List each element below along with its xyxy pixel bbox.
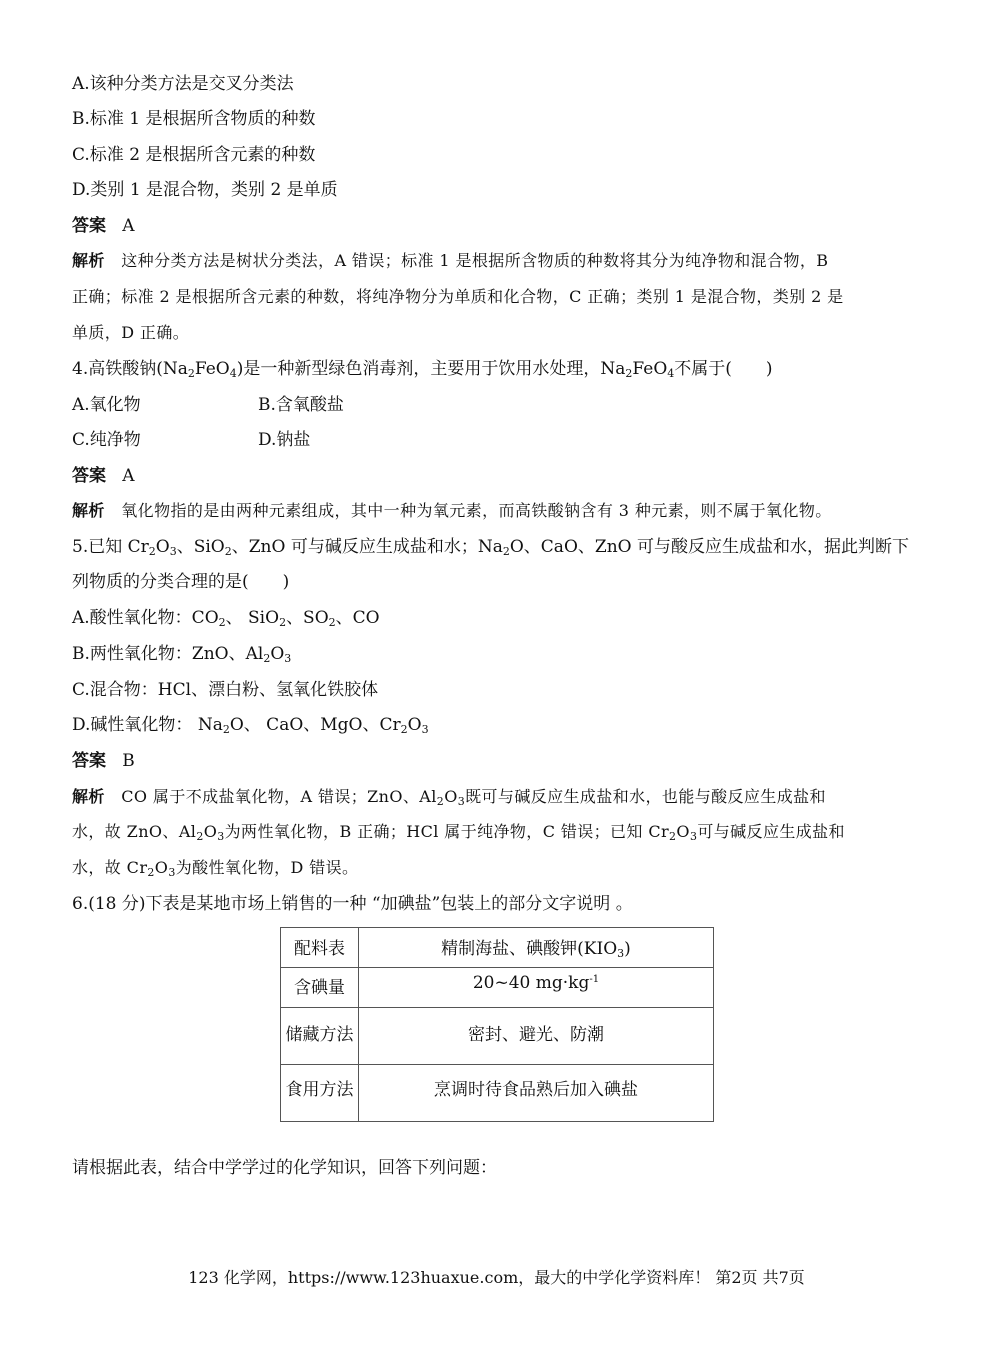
answer-value: A xyxy=(122,216,135,236)
q5-explanation-line-3: 水，故 $Cr_2O_3$为酸性氧化物，D 错误。 xyxy=(72,858,359,879)
q5-explanation-line-2: 水，故 ZnO、$Al_2O_3$为两性氧化物，B 正确；HCl 属于纯净物，C 错误；已知 $Cr_2O_3$可与碱反应生成盐和 xyxy=(72,822,845,843)
q3-option-c: C.标准 2 是根据所含元素的种数 xyxy=(72,145,316,165)
q4-option-c: C.纯净物 xyxy=(72,430,141,450)
table-key: 食用方法 xyxy=(281,1065,359,1122)
page-footer: 123 化学网，https://www.123huaxue.com，最大的中学化学资料库！ 第2页 共7页 xyxy=(188,1268,805,1287)
q3-explanation-line-2: 正确；标准 2 是根据所含元素的种数，将纯净物分为单质和化合物，C 正确；类别 1 是混合物，类别 2 是 xyxy=(72,287,844,306)
table-row xyxy=(281,1008,714,1065)
q5-option-d: D.碱性氧化物： $Na_2O$、 CaO、MgO、$Cr_2O_3$ xyxy=(72,715,429,736)
q4-explanation: 解析 氧化物指的是由两种元素组成，其中一种为氧元素，而高铁酸钠含有 3 种元素，则不属于氧化物。 xyxy=(72,501,832,520)
q3-answer xyxy=(72,215,135,237)
q5-answer: 答案 B xyxy=(72,751,135,771)
salt-label-table xyxy=(280,927,714,1122)
q6-stem: 6.(18 分)下表是某地市场上销售的一种 “加碘盐”包装上的部分文字说明 。 xyxy=(72,894,633,914)
table-row xyxy=(281,1065,714,1122)
table-key: 配料表 xyxy=(281,928,359,968)
table-key: 储藏方法 xyxy=(281,1008,359,1065)
q3-explanation-line-3: 单质，D 正确。 xyxy=(72,323,190,342)
q5-option-a: A.酸性氧化物：$CO_2$、 SiO$_2$、$SO_2$、CO xyxy=(72,608,380,629)
q3-option-d: D.类别 1 是混合物，类别 2 是单质 xyxy=(72,180,338,200)
q3-explanation-line-1: 解析 这种分类方法是树状分类法，A 错误；标准 1 是根据所含物质的种数将其分为纯净物和混合物，B xyxy=(72,251,829,270)
q3-option-b: B.标准 1 是根据所含物质的种数 xyxy=(72,109,316,129)
q4-option-d: D.钠盐 xyxy=(258,430,311,450)
q4-option-a: A.氧化物 xyxy=(72,395,141,415)
q4-stem: 4.高铁酸钠$(Na_2FeO_4)$是一种新型绿色消毒剂，主要用于饮用水处理，$Na_2FeO_4$不属于( ) xyxy=(72,359,773,380)
q6-prompt: 请根据此表，结合中学学过的化学知识，回答下列问题： xyxy=(72,1158,497,1178)
q4-option-b: B.含氧酸盐 xyxy=(258,395,344,415)
q3-option-a: A.该种分类方法是交叉分类法 xyxy=(72,74,294,94)
q5-stem-line-1: 5.已知 $Cr_2O_3$、SiO$_2$、ZnO 可与碱反应生成盐和水；$Na_2O$、CaO、ZnO 可与酸反应生成盐和水，据此判断下 xyxy=(72,537,909,558)
explanation-label: 解析 xyxy=(72,251,105,270)
table-row xyxy=(281,968,714,1008)
table-value: 密封、避光、防潮 xyxy=(359,1008,714,1065)
table-value: 20~40 $mg\cdot kg^{-1}$ xyxy=(359,968,714,1008)
q5-stem-line-2: 列物质的分类合理的是( ) xyxy=(72,572,290,592)
q5-explanation-line-1: 解析 CO 属于不成盐氧化物，A 错误；ZnO、$Al_2O_3$既可与碱反应生成盐和水，也能与酸反应生成盐和 xyxy=(72,787,826,808)
q5-option-b: B.两性氧化物：ZnO、$Al_2O_3$ xyxy=(72,644,292,665)
table-row xyxy=(281,928,714,968)
answer-label: 答案 xyxy=(72,216,106,236)
table-key: 含碘量 xyxy=(281,968,359,1008)
table-value: 精制海盐、碘酸钾$(KIO_3)$ xyxy=(359,928,714,968)
q5-option-c: C.混合物：HCl、漂白粉、氢氧化铁胶体 xyxy=(72,680,379,700)
table-value: 烹调时待食品熟后加入碘盐 xyxy=(359,1065,714,1122)
q4-answer: 答案 A xyxy=(72,466,135,486)
